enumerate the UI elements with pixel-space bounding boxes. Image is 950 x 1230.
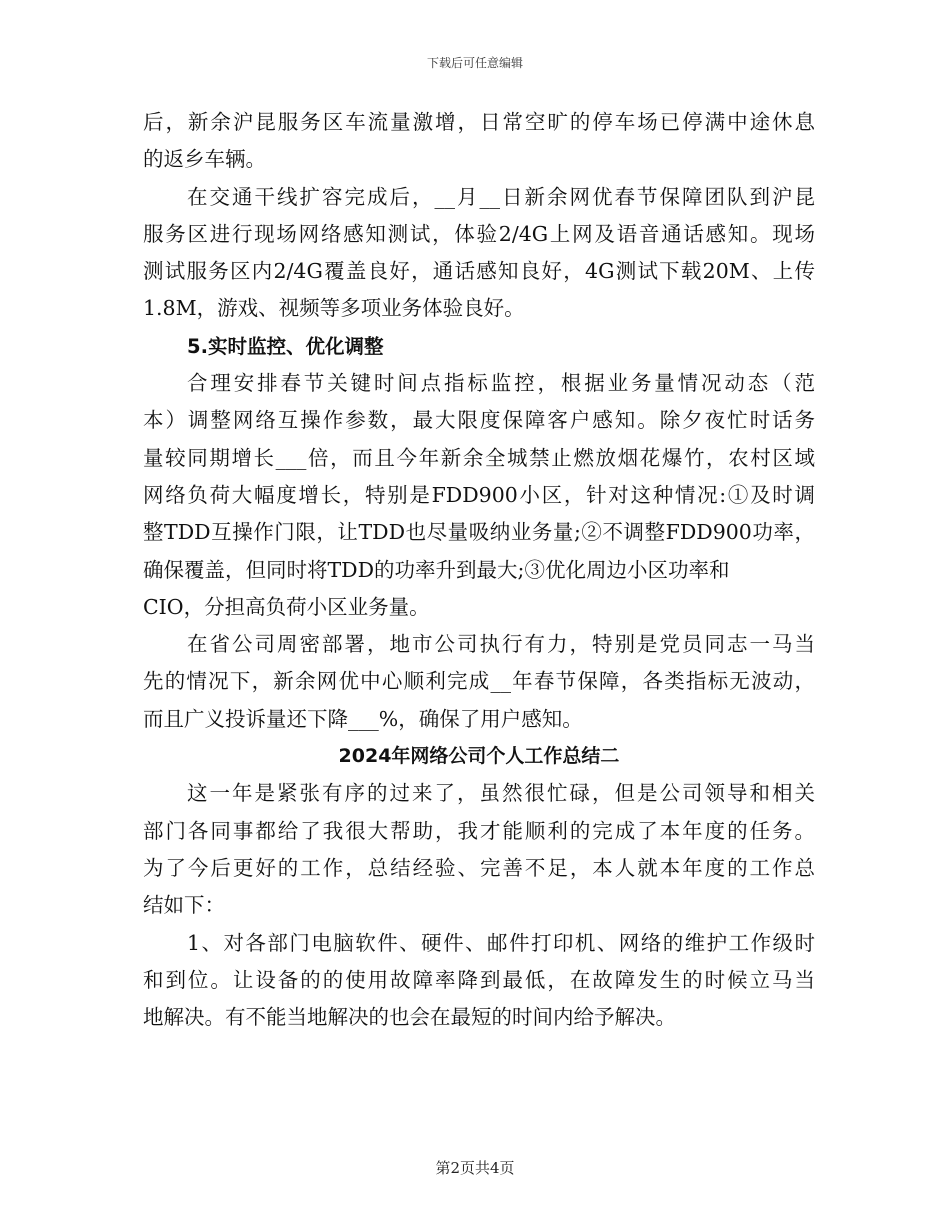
- text-line: 1.8M，游戏、视频等多项业务体验良好。: [143, 296, 525, 321]
- header-note: 下载后可任意编辑: [426, 56, 523, 70]
- text-line: 在省公司周密部署，地市公司执行有力，特别是党员同志一马当: [187, 632, 815, 657]
- text-line: 整TDD互操作门限，让TDD也尽量吸纳业务量;②不调整FDD900功率，: [143, 520, 815, 545]
- text-line: 为了今后更好的工作，总结经验、完善不足，本人就本年度的工作总: [143, 855, 815, 880]
- text-line: 确保覆盖，但同时将TDD的功率升到最大;③优化周边小区功率和: [143, 557, 730, 582]
- text-line: 结如下：: [143, 893, 225, 918]
- text-line: 在交通干线扩容完成后，__月__日新余网优春节保障团队到沪昆: [187, 184, 815, 209]
- text-line: 的返乡车辆。: [143, 147, 266, 172]
- text-line: 测试服务区内2/4G覆盖良好，通话感知良好，4G测试下载20M、上传: [143, 259, 815, 284]
- page-number: 第2页共4页: [435, 1159, 515, 1177]
- text-line: 合理安排春节关键时间点指标监控，根据业务量情况动态（范: [187, 371, 815, 396]
- text-line: 地解决。有不能当地解决的也会在最短的时间内给予解决。: [143, 1005, 676, 1030]
- section-heading: 5.实时监控、优化调整: [187, 334, 384, 358]
- text-line: 部门各同事都给了我很大帮助，我才能顺利的完成了本年度的任务。: [143, 818, 815, 843]
- section-title: 2024年网络公司个人工作总结二: [338, 745, 620, 768]
- text-line: CIO，分担高负荷小区业务量。: [143, 594, 430, 619]
- text-line: 1、对各部门电脑软件、硬件、邮件打印机、网络的维护工作级时: [187, 930, 815, 955]
- text-line: 量较同期增长___倍，而且今年新余全城禁止燃放烟花爆竹，农村区域: [143, 445, 815, 470]
- text-line: 和到位。让设备的的使用故障率降到最低，在故障发生的时候立马当: [143, 967, 815, 992]
- document-body: [143, 104, 815, 1036]
- text-line: 服务区进行现场网络感知测试，体验2/4G上网及语音通话感知。现场: [143, 221, 815, 246]
- text-line: 网络负荷大幅度增长，特别是FDD900小区，针对这种情况:①及时调: [143, 482, 815, 507]
- text-line: 后，新余沪昆服务区车流量激增，日常空旷的停车场已停满中途休息: [143, 110, 815, 134]
- text-line: 先的情况下，新余网优中心顺利完成__年春节保障，各类指标无波动，: [143, 669, 815, 694]
- text-line: 本）调整网络互操作参数，最大限度保障客户感知。除夕夜忙时话务: [143, 408, 815, 433]
- text-line: 这一年是紧张有序的过来了，虽然很忙碌，但是公司领导和相关: [187, 781, 815, 806]
- text-line: 而且广义投诉量还下降___%，确保了用户感知。: [143, 706, 583, 731]
